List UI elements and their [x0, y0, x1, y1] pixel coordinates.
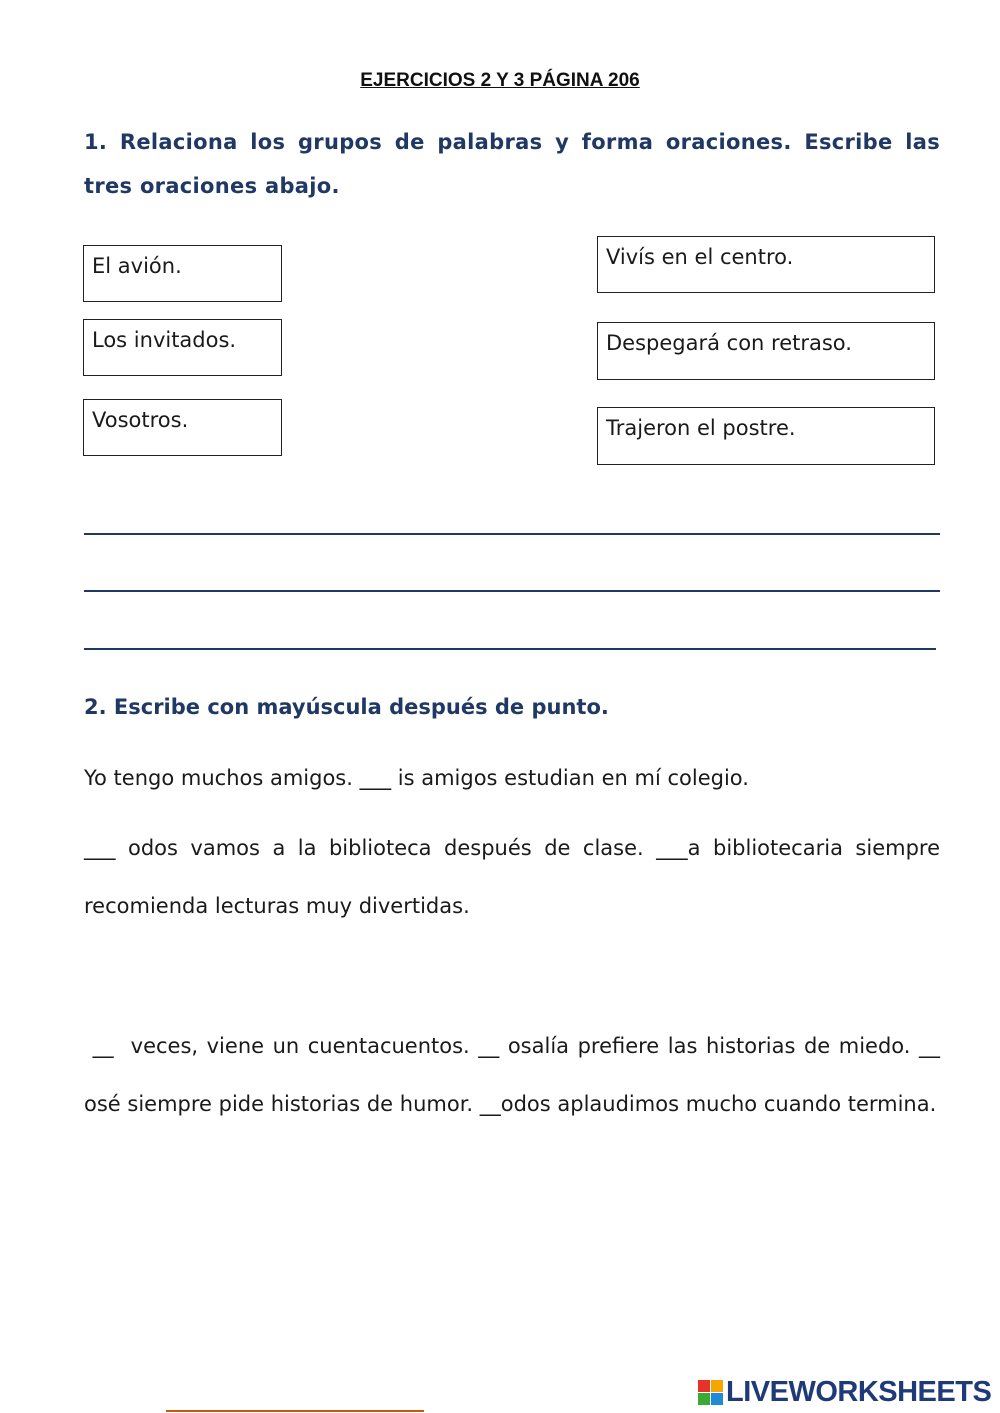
- paragraph-2-text: ___ odos vamos a la biblioteca después de clase. ___a bibliotecaria siempre recomienda lecturas muy divertidas.: [84, 836, 940, 918]
- right-box-3[interactable]: [597, 407, 935, 465]
- logo-square-red: [698, 1380, 710, 1392]
- right-box-2[interactable]: [597, 322, 935, 380]
- left-box-2[interactable]: [83, 319, 282, 376]
- left-box-1-text: El avión.: [92, 254, 182, 278]
- right-box-1-text: Vivís en el centro.: [606, 245, 794, 269]
- footer-rule: [166, 1410, 424, 1412]
- left-box-3[interactable]: [83, 399, 282, 456]
- right-box-1[interactable]: [597, 236, 935, 293]
- answer-line-3[interactable]: [84, 648, 936, 650]
- paragraph-1-text: Yo tengo muchos amigos. ___ is amigos estudian en mí colegio.: [84, 766, 749, 790]
- paragraph-2: [84, 819, 940, 935]
- logo-square-green: [698, 1393, 710, 1405]
- liveworksheets-logo-icon: [698, 1380, 723, 1405]
- worksheet-title: EJERCICIOS 2 Y 3 PÁGINA 206: [360, 70, 640, 91]
- exercise-2-heading: 2. Escribe con mayúscula después de punto.: [84, 695, 609, 719]
- paragraph-3: [84, 1017, 947, 1133]
- right-box-2-text: Despegará con retraso.: [606, 331, 852, 355]
- answer-line-1[interactable]: [84, 533, 940, 535]
- left-box-3-text: Vosotros.: [92, 408, 189, 432]
- paragraph-1: [84, 749, 940, 807]
- left-box-2-text: Los invitados.: [92, 328, 237, 352]
- logo-square-orange: [711, 1380, 723, 1392]
- liveworksheets-logo: [698, 1376, 991, 1409]
- paragraph-3-text: __ veces, viene un cuentacuentos. __ osalía prefiere las historias de miedo. __ osé siempre pide historias de humor. __odos aplaudimos mucho cuando termina.: [84, 1034, 947, 1116]
- logo-square-blue: [711, 1393, 723, 1405]
- left-box-1[interactable]: [83, 245, 282, 302]
- right-box-3-text: Trajeron el postre.: [606, 416, 796, 440]
- exercise-1-heading: 1. Relaciona los grupos de palabras y forma oraciones. Escribe las tres oraciones abajo.: [84, 130, 940, 198]
- logo-text: LIVEWORKSHEETS: [726, 1376, 992, 1408]
- answer-line-2[interactable]: [84, 590, 940, 592]
